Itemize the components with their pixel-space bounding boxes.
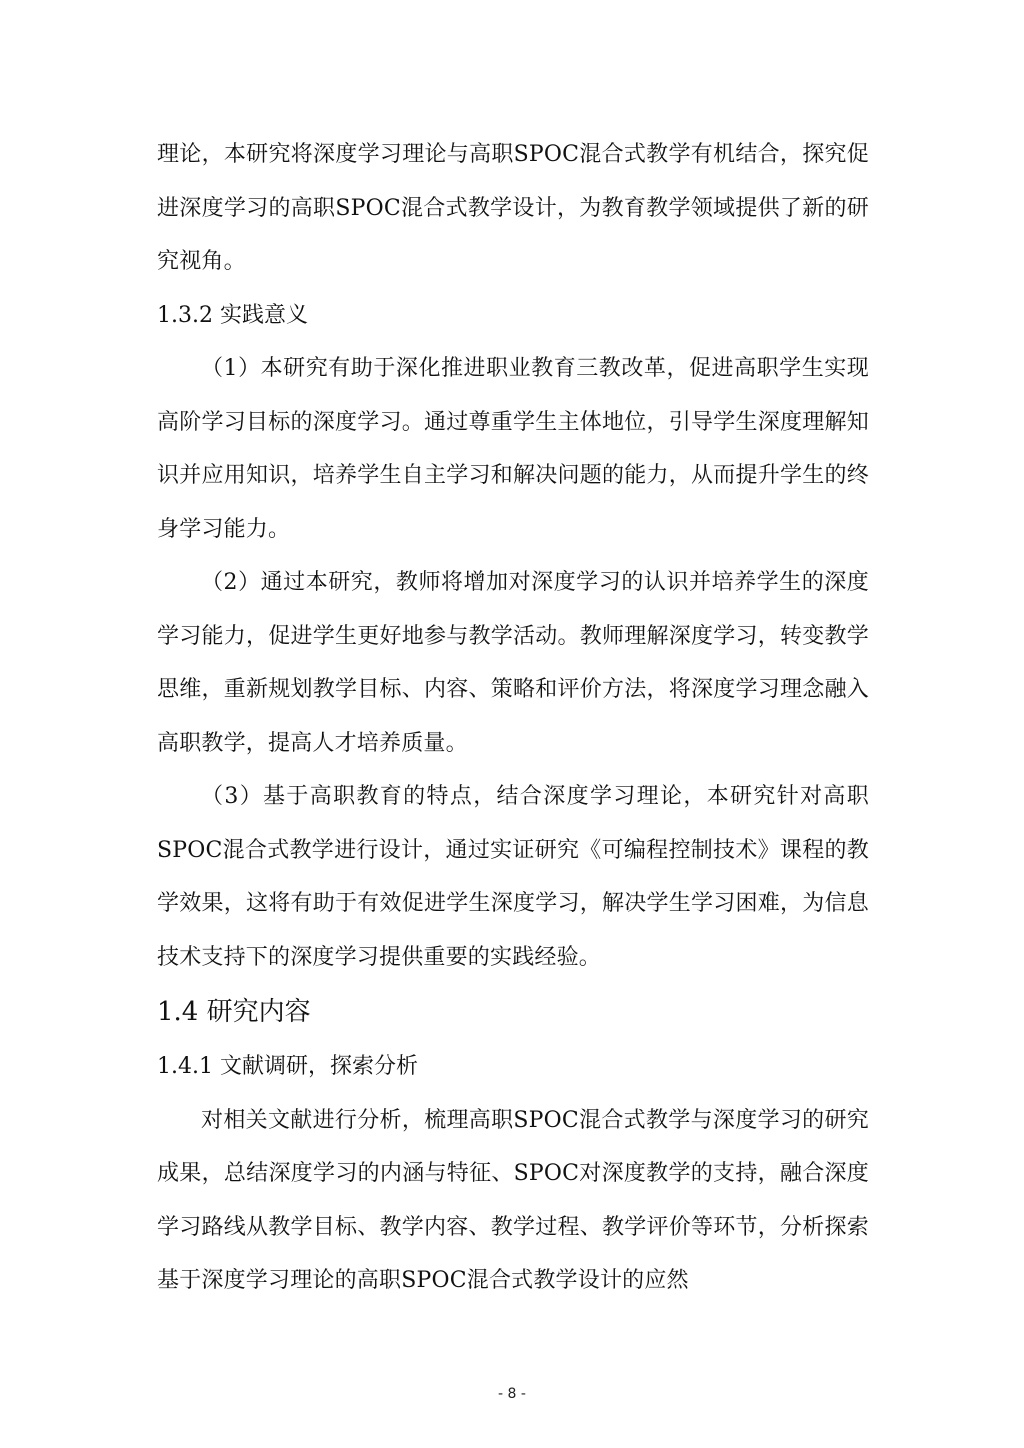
paragraph-2: （2）通过本研究，教师将增加对深度学习的认识并培养学生的深度学习能力，促进学生更好地参与教学活动。教师理解深度学习，转变教学思维，重新规划教学目标、内容、策略和评价方法，将深度学习理念融入高职教学，提高人才培养质量。 bbox=[157, 570, 869, 756]
page-number: - 8 - bbox=[498, 1386, 526, 1402]
section-heading-1-3-2: 1.3.2 实践意义 bbox=[157, 302, 308, 328]
paragraph-4: 对相关文献进行分析，梳理高职SPOC混合式教学与深度学习的研究成果，总结深度学习的内涵与特征、SPOC对深度教学的支持，融合深度学习路线从教学目标、教学内容、教学过程、教学评价等环节，分析探索基于深度学习理论的高职SPOC混合式教学设计的应然 bbox=[157, 1107, 869, 1293]
paragraph-intro: 理论，本研究将深度学习理论与高职SPOC混合式教学有机结合，探究促进深度学习的高职SPOC混合式教学设计，为教育教学领域提供了新的研究视角。 bbox=[157, 142, 869, 274]
section-heading-1-4: 1.4 研究内容 bbox=[157, 997, 311, 1027]
paragraph-3: （3）基于高职教育的特点，结合深度学习理论，本研究针对高职SPOC混合式教学进行设计，通过实证研究《可编程控制技术》课程的教学效果，这将有助于有效促进学生深度学习，解决学生学习困难，为信息技术支持下的深度学习提供重要的实践经验。 bbox=[157, 784, 869, 970]
paragraph-1: （1）本研究有助于深化推进职业教育三教改革，促进高职学生实现高阶学习目标的深度学习。通过尊重学生主体地位，引导学生深度理解知识并应用知识，培养学生自主学习和解决问题的能力，从而提升学生的终身学习能力。 bbox=[157, 356, 869, 542]
section-heading-1-4-1: 1.4.1 文献调研，探索分析 bbox=[157, 1054, 418, 1079]
document-body bbox=[157, 128, 869, 1308]
